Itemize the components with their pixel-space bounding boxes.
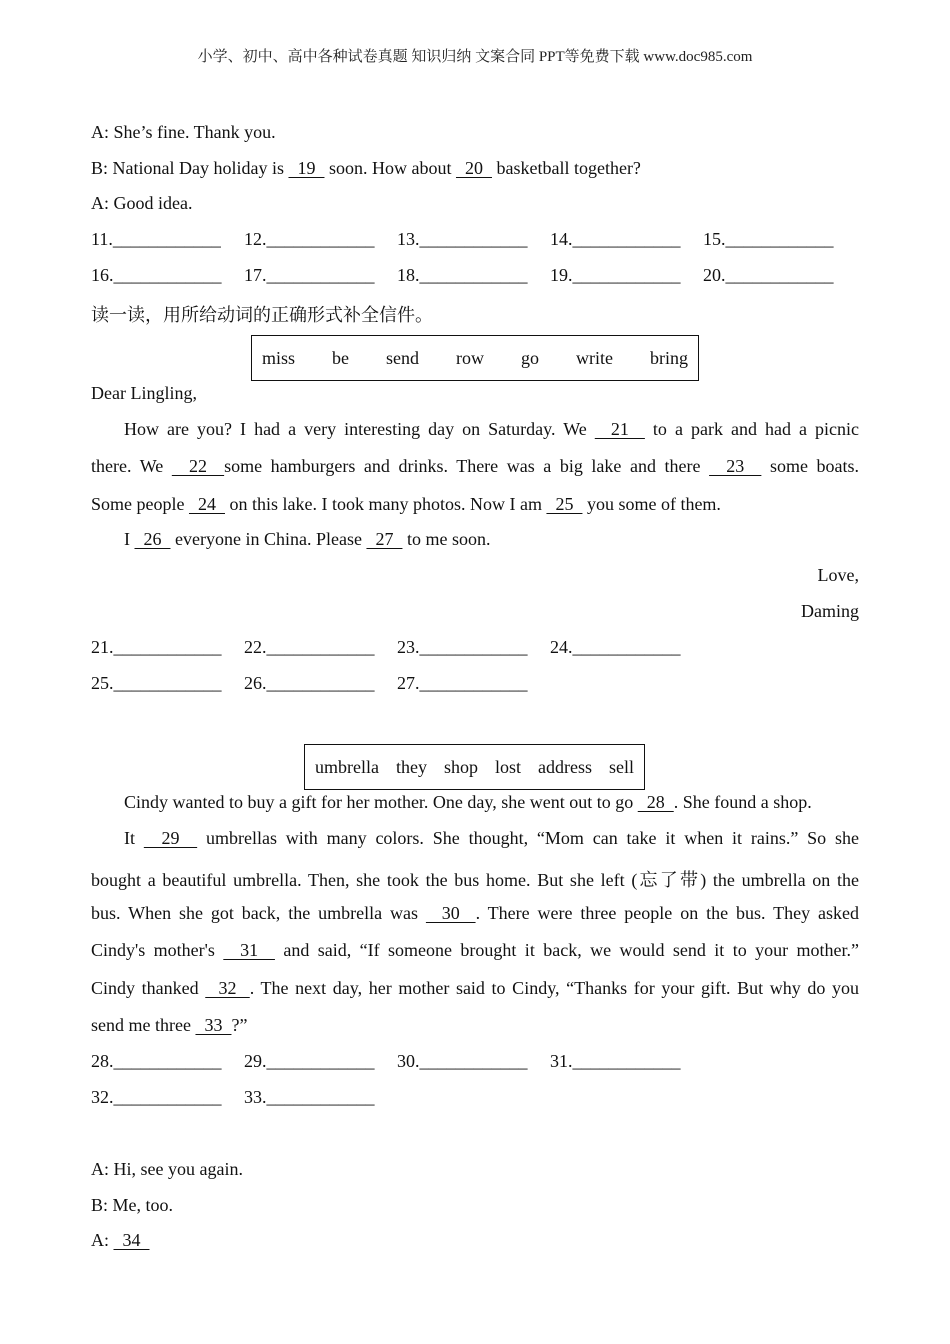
text: How are you? I had a very interesting day on Saturday. We <box>124 419 595 439</box>
word-bank-item: be <box>332 347 350 368</box>
answer-blank[interactable]: 17.____________ <box>244 265 375 285</box>
word-bank-item: row <box>456 347 485 368</box>
answer-blank[interactable]: 21.____________ <box>91 637 222 657</box>
answer-blank[interactable]: 29.____________ <box>244 1051 375 1071</box>
letter-closing: Love, <box>817 565 859 585</box>
text: . She found a shop. <box>673 792 812 812</box>
text: there. We <box>91 456 172 476</box>
passage-line <box>91 978 859 999</box>
text: Some people <box>91 494 189 514</box>
passage-line <box>91 940 859 961</box>
text: you some of them. <box>582 494 721 514</box>
text: to me soon. <box>402 529 491 549</box>
text: Cindy wanted to buy a gift for her mother. One day, she went out to go <box>124 792 638 812</box>
page-header: 小学、初中、高中各种试卷真题 知识归纳 文案合同 PPT等免费下载 www.doc985.com <box>197 49 753 65</box>
blank-31: 31 <box>223 940 275 960</box>
letter-greeting: Dear Lingling, <box>91 383 197 403</box>
text: bus. When she got back, the umbrella was <box>91 903 426 923</box>
answer-blank[interactable]: 30.____________ <box>397 1051 528 1071</box>
answer-blank[interactable]: 24.____________ <box>550 637 681 657</box>
text: I <box>124 529 135 549</box>
blank-19: 19 <box>288 158 325 178</box>
answer-blank[interactable]: 33.____________ <box>244 1087 375 1107</box>
text: It <box>124 828 144 848</box>
answer-blank[interactable]: 15.____________ <box>703 229 834 249</box>
text: A: <box>91 1230 114 1250</box>
answer-row <box>91 265 856 286</box>
answer-row <box>91 673 550 694</box>
answer-blank[interactable]: 16.____________ <box>91 265 222 285</box>
answer-blank[interactable]: 32.____________ <box>91 1087 222 1107</box>
answer-blank[interactable]: 12.____________ <box>244 229 375 249</box>
answer-blank[interactable]: 11.____________ <box>91 229 221 249</box>
answer-blank[interactable]: 14.____________ <box>550 229 681 249</box>
letter-line <box>91 456 859 477</box>
word-bank-item: write <box>576 347 613 368</box>
dialogue-line: A: Good idea. <box>91 193 193 213</box>
word-bank-item: umbrella <box>315 756 379 777</box>
text: Cindy's mother's <box>91 940 224 960</box>
answer-blank[interactable]: 31.____________ <box>550 1051 681 1071</box>
answer-blank[interactable]: 19.____________ <box>550 265 681 285</box>
text: some boats. <box>761 456 860 476</box>
answer-blank[interactable]: 26.____________ <box>244 673 375 693</box>
text: to a park and had a picnic <box>644 419 860 439</box>
blank-23: 23 <box>709 456 762 476</box>
letter-line <box>91 494 721 515</box>
word-bank-item: go <box>521 347 540 368</box>
text: basketball together? <box>491 158 641 178</box>
answer-blank[interactable]: 22.____________ <box>244 637 375 657</box>
blank-33: 33 <box>195 1015 232 1035</box>
text: . There were three people on the bus. They asked <box>475 903 859 923</box>
letter-signature: Daming <box>801 601 859 621</box>
blank-34: 34 <box>113 1230 150 1250</box>
text: ?” <box>231 1015 248 1035</box>
text: everyone in China. Please <box>170 529 367 549</box>
answer-row <box>91 637 703 658</box>
answer-blank[interactable]: 13.____________ <box>397 229 528 249</box>
blank-29: 29 <box>143 828 198 848</box>
answer-row <box>91 229 856 250</box>
answer-blank[interactable]: 27.____________ <box>397 673 528 693</box>
dialogue-line: B: Me, too. <box>91 1195 174 1215</box>
blank-24: 24 <box>188 494 225 514</box>
blank-22: 22 <box>171 456 225 476</box>
word-bank-item: shop <box>443 756 478 777</box>
answer-blank[interactable]: 20.____________ <box>703 265 834 285</box>
word-bank-item: send <box>386 347 420 368</box>
text: some hamburgers and drinks. There was a big lake and there <box>224 456 710 476</box>
passage-line <box>124 828 859 849</box>
word-bank-item: bring <box>650 347 688 368</box>
dialogue-line <box>91 158 641 179</box>
word-bank-item: sell <box>609 756 634 777</box>
passage-line <box>91 1015 247 1036</box>
word-bank <box>251 335 699 381</box>
dialogue-line: A: Hi, see you again. <box>91 1159 243 1179</box>
blank-27: 27 <box>366 529 403 549</box>
text: soon. How about <box>324 158 456 178</box>
blank-21: 21 <box>594 419 645 439</box>
text: on this lake. I took many photos. Now I am <box>224 494 547 514</box>
section-instruction: 读一读，用所给动词的正确形式补全信件。 <box>91 305 433 325</box>
blank-20: 20 <box>455 158 492 178</box>
blank-32: 32 <box>205 978 250 998</box>
letter-line <box>124 529 490 550</box>
word-bank <box>304 744 645 790</box>
answer-blank[interactable]: 23.____________ <box>397 637 528 657</box>
answer-blank[interactable]: 18.____________ <box>397 265 528 285</box>
answer-blank[interactable]: 28.____________ <box>91 1051 222 1071</box>
answer-blank[interactable]: 25.____________ <box>91 673 222 693</box>
blank-26: 26 <box>134 529 171 549</box>
text: Cindy thanked <box>91 978 206 998</box>
text: B: National Day holiday is <box>91 158 289 178</box>
dialogue-line: A: She’s fine. Thank you. <box>91 122 276 142</box>
letter-line <box>124 419 859 440</box>
answer-row <box>91 1051 703 1072</box>
blank-25: 25 <box>546 494 583 514</box>
text: and said, “If someone brought it back, we would send it to your mother.” <box>274 940 859 960</box>
text: . The next day, her mother said to Cindy, “Thanks for your gift. But why do you <box>249 978 859 998</box>
dialogue-line <box>91 1230 150 1251</box>
text: umbrellas with many colors. She thought, “Mom can take it when it rains.” So she <box>197 828 859 848</box>
blank-28: 28 <box>637 792 674 812</box>
answer-row <box>91 1087 397 1108</box>
passage-line <box>124 792 812 813</box>
word-bank-item: lost <box>495 756 522 777</box>
word-bank-item: address <box>538 756 592 777</box>
passage-line: bought a beautiful umbrella. Then, she took the bus home. But she left (忘了带) the umbrella on the <box>91 870 859 890</box>
text: send me three <box>91 1015 196 1035</box>
blank-30: 30 <box>425 903 476 923</box>
word-bank-item: they <box>395 756 427 777</box>
word-bank-item: miss <box>262 347 296 368</box>
passage-line <box>91 903 859 924</box>
